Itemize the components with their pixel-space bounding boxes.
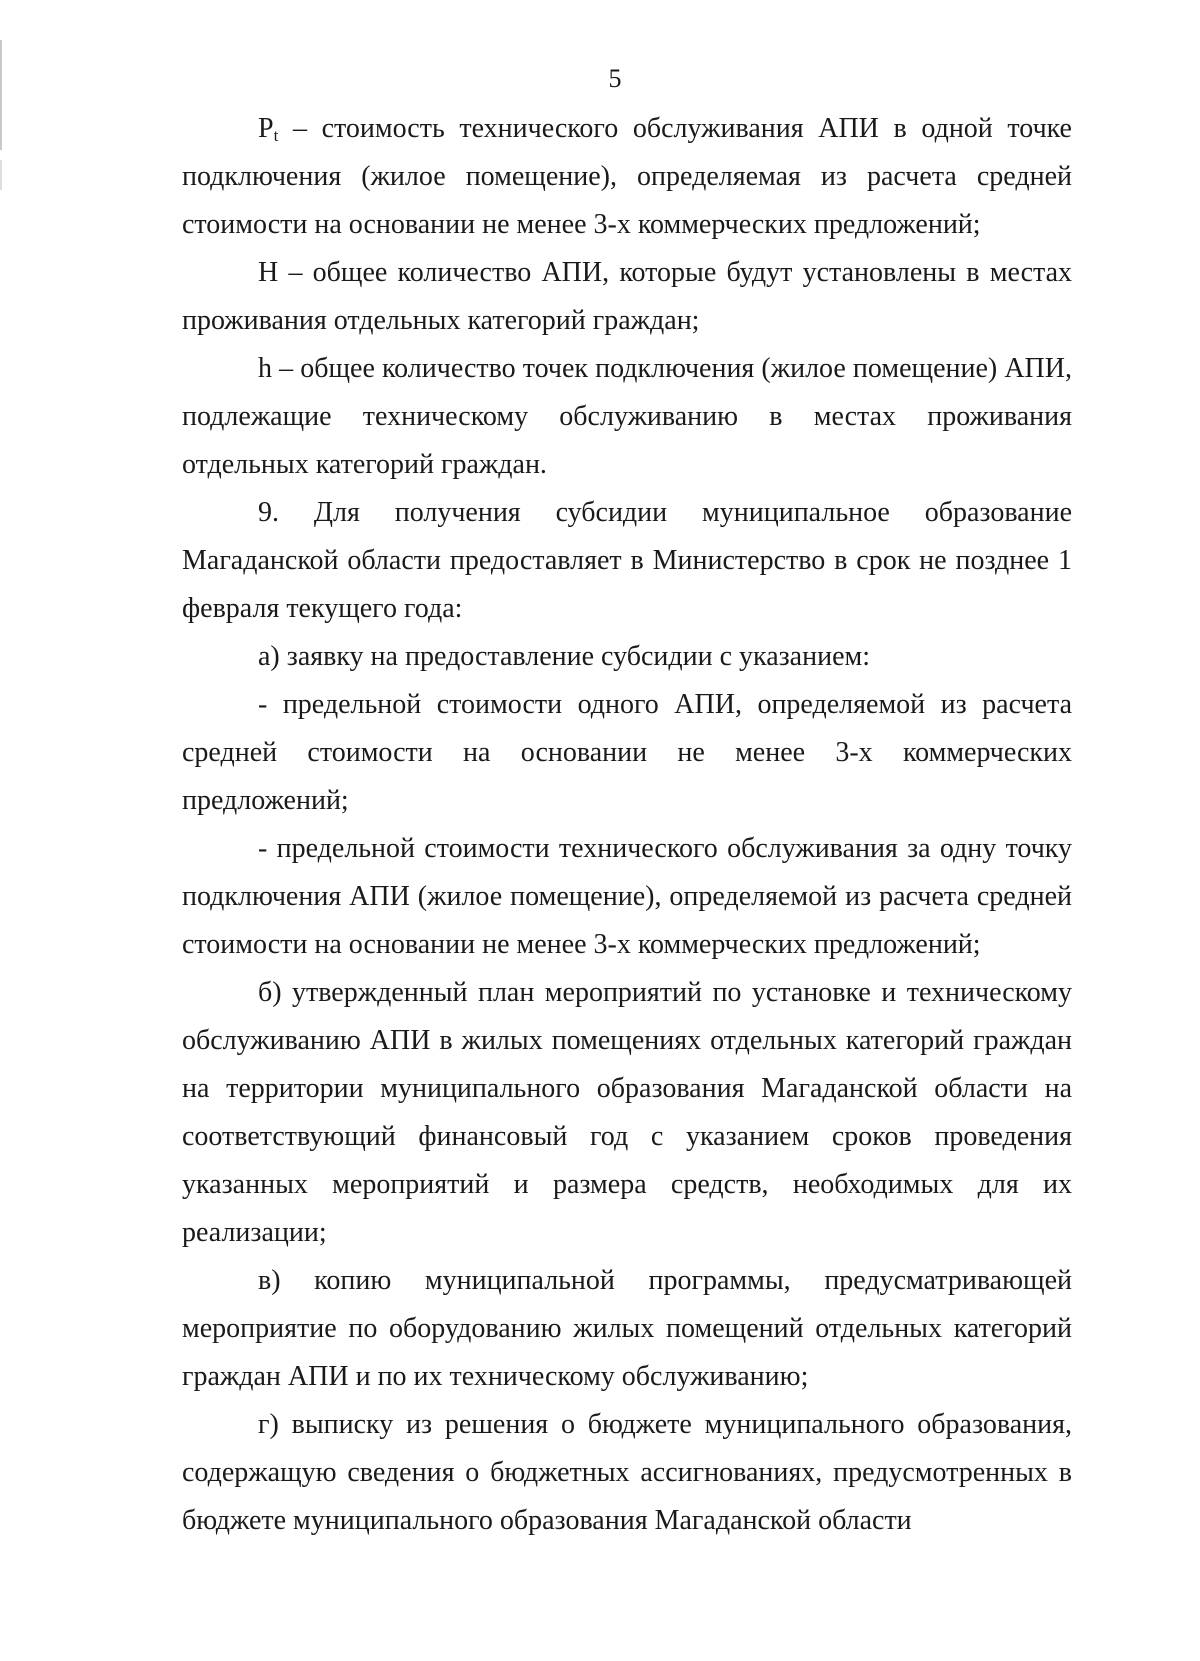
symbol-subscript-t: t bbox=[273, 126, 279, 145]
paragraph-subitem-a bbox=[182, 633, 1072, 681]
paragraph-text: а) заявку на предоставление субсидии с указанием: bbox=[258, 641, 871, 672]
scan-edge-mark bbox=[0, 160, 2, 190]
paragraph-dash-maintenance-cost bbox=[182, 825, 1072, 969]
paragraph-text: в) копию муниципальной программы, предусматривающей мероприятие по оборудованию жилых помещений отдельных категорий граждан АПИ и по их техническому обслуживанию; bbox=[182, 1265, 1072, 1392]
paragraph-text: - предельной стоимости технического обслуживания за одну точку подключения АПИ (жилое помещение), определяемой из расчета средней стоимости на основании не менее 3-х коммерческих предложений; bbox=[182, 833, 1072, 960]
paragraph-subitem-b bbox=[182, 969, 1072, 1257]
paragraph-text: Н – общее количество АПИ, которые будут установлены в местах проживания отдельных категорий граждан; bbox=[182, 257, 1072, 336]
paragraph-text: 9. Для получения субсидии муниципальное образование Магаданской области предоставляет в Министерство в срок не позднее 1 февраля текущего года: bbox=[182, 497, 1072, 624]
paragraph-dash-api-cost bbox=[182, 681, 1072, 825]
paragraph-pt-definition bbox=[182, 105, 1072, 249]
paragraph-item-9 bbox=[182, 489, 1072, 633]
paragraph-text: б) утвержденный план мероприятий по установке и техническому обслуживанию АПИ в жилых помещениях отдельных категорий граждан на территории муниципального образования Магаданской области на соответствующий финансовый год с указанием сроков проведения указанных мероприятий и размера средств, необходимых для их реализации; bbox=[182, 977, 1072, 1248]
paragraph-text: – стоимость технического обслуживания АПИ в одной точке подключения (жилое помещение), определяемая из расчета средней стоимости на основании не менее 3-х коммерческих предложений; bbox=[182, 113, 1072, 240]
page-number: 5 bbox=[608, 64, 622, 93]
paragraph-subitem-g bbox=[182, 1401, 1072, 1545]
document-body bbox=[182, 105, 1072, 1545]
symbol-p: P bbox=[258, 113, 274, 144]
paragraph-text: г) выписку из решения о бюджете муниципального образования, содержащую сведения о бюджетных ассигнованиях, предусмотренных в бюджете муниципального образования Магаданской области bbox=[182, 1409, 1072, 1536]
scan-edge-mark bbox=[0, 40, 2, 150]
paragraph-subitem-v bbox=[182, 1257, 1072, 1401]
paragraph-h-upper-definition bbox=[182, 249, 1072, 345]
paragraph-h-lower-definition bbox=[182, 345, 1072, 489]
paragraph-text: h – общее количество точек подключения (жилое помещение) АПИ, подлежащие техническому обслуживанию в местах проживания отдельных категорий граждан. bbox=[182, 353, 1072, 480]
paragraph-text: - предельной стоимости одного АПИ, определяемой из расчета средней стоимости на основании не менее 3-х коммерческих предложений; bbox=[182, 689, 1072, 816]
